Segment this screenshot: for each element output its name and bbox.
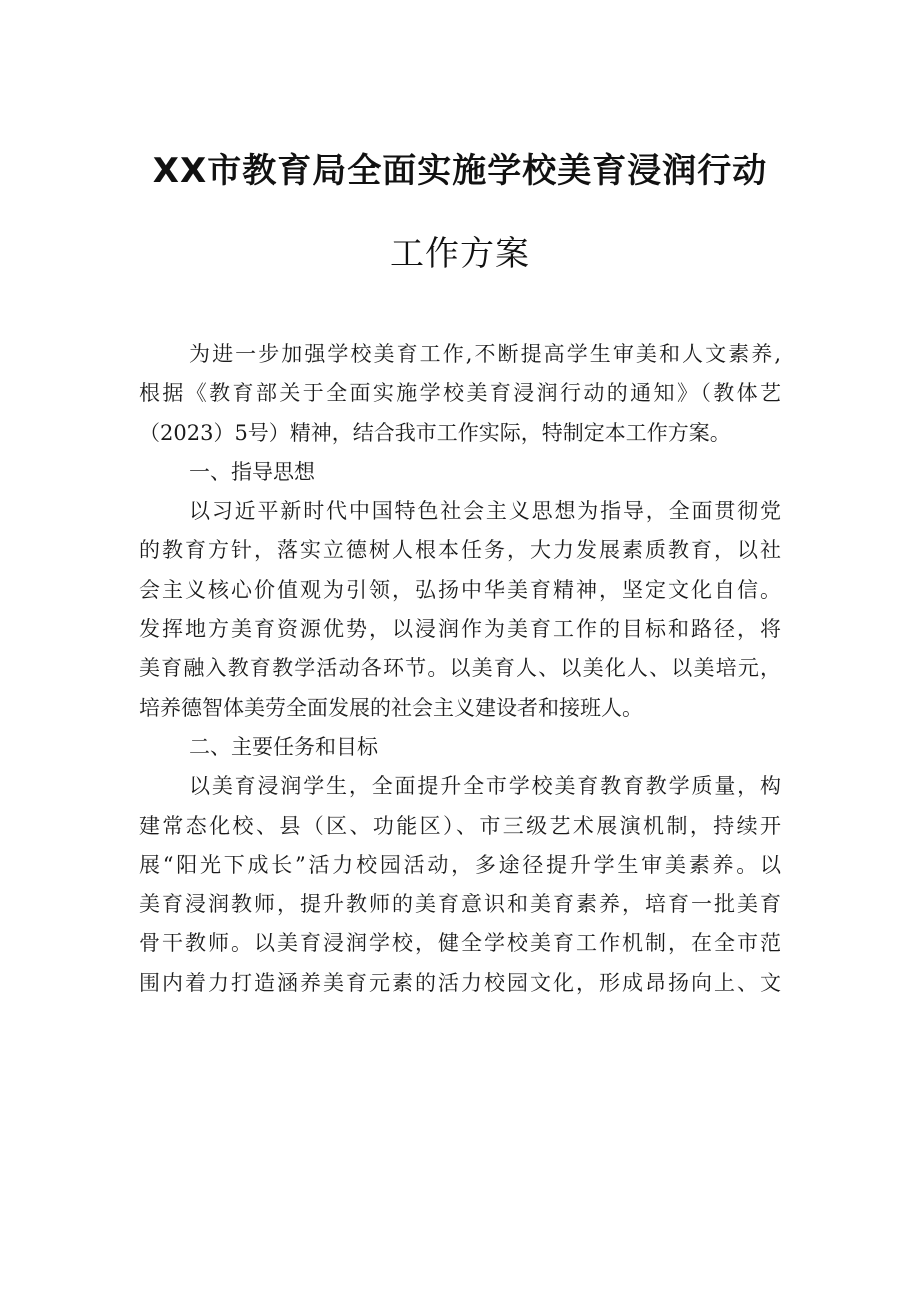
document-body	[139, 335, 781, 1003]
body-line: （2023）5号）精神，结合我市工作实际，特制定本工作方案。	[139, 420, 731, 445]
body-line: 以习近平新时代中国特色社会主义思想为指导，全面贯彻党	[189, 499, 781, 524]
body-line: 围内着力打造涵养美育元素的活力校园文化，形成昂扬向上、文	[139, 970, 781, 995]
body-line: 展“阳光下成长”活力校园活动，多途径提升学生审美素养。以	[139, 852, 781, 877]
body-line: 美育融入教育教学活动各环节。以美育人、以美化人、以美培元，	[139, 656, 781, 681]
body-line: 的教育方针，落实立德树人根本任务，大力发展素质教育，以社	[139, 538, 781, 563]
document-title-line-1: XX市教育局全面实施学校美育浸润行动	[152, 151, 768, 191]
body-line: 根据《教育部关于全面实施学校美育浸润行动的通知》（教体艺	[139, 381, 781, 406]
body-line: 培养德智体美劳全面发展的社会主义建设者和接班人。	[139, 695, 643, 720]
section-heading-main-tasks: 二、主要任务和目标	[189, 734, 378, 759]
body-line: 以美育浸润学生，全面提升全市学校美育教育教学质量，构	[189, 774, 781, 799]
section-heading-guiding-ideology: 一、指导思想	[189, 459, 315, 484]
body-line: 美育浸润教师，提升教师的美育意识和美育素养，培育一批美育	[139, 892, 781, 917]
document-title-line-2: 工作方案	[390, 234, 530, 274]
body-line: 会主义核心价值观为引领，弘扬中华美育精神，坚定文化自信。	[139, 577, 781, 602]
body-line: 建常态化校、县（区、功能区）、市三级艺术展演机制，持续开	[139, 813, 781, 838]
body-line: 为进一步加强学校美育工作,不断提高学生审美和人文素养,	[189, 342, 781, 366]
body-line: 骨干教师。以美育浸润学校，健全学校美育工作机制，在全市范	[139, 931, 781, 956]
body-line: 发挥地方美育资源优势，以浸润作为美育工作的目标和路径，将	[139, 617, 781, 642]
